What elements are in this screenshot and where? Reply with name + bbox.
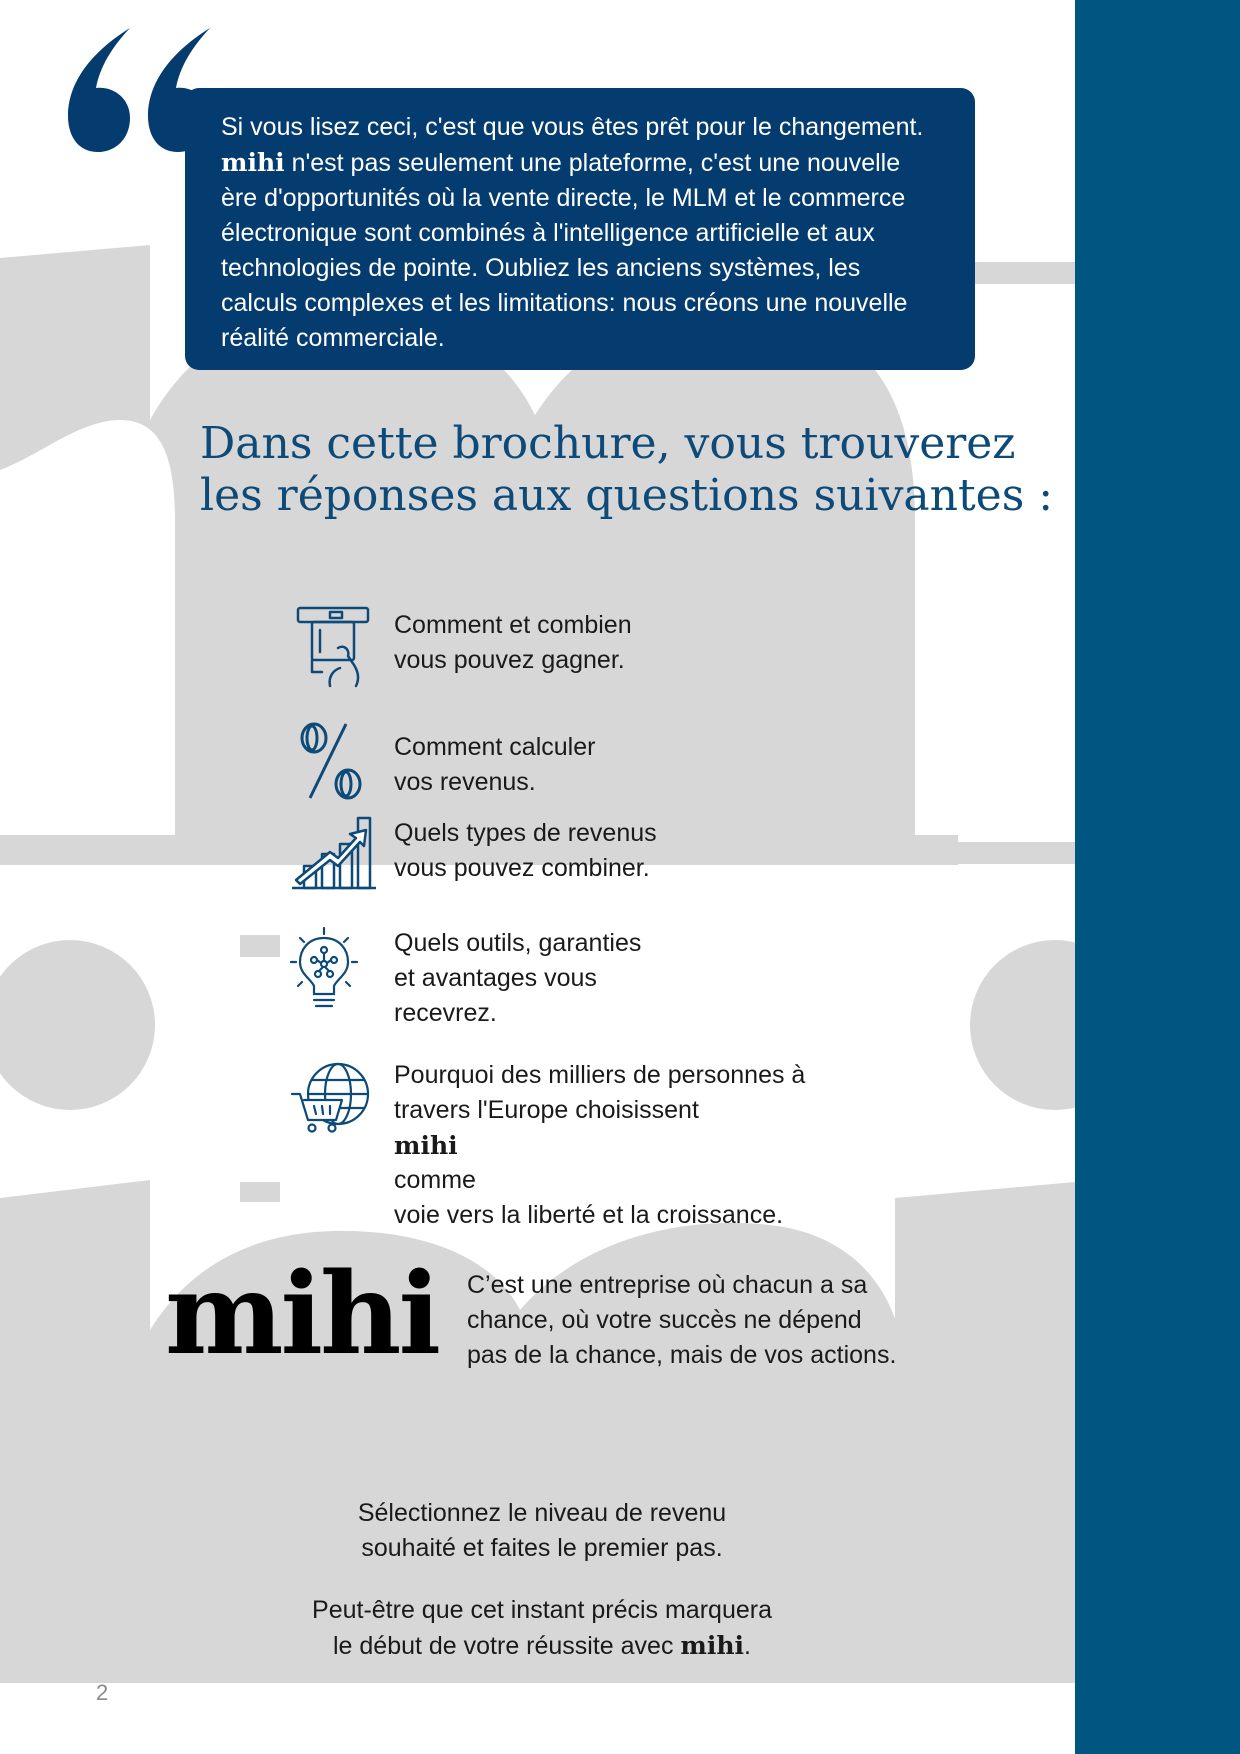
question-line: Comment et combien [394, 611, 632, 639]
section-heading [200, 418, 1060, 522]
question-line-part: comme [394, 1166, 476, 1194]
side-color-band [1075, 0, 1240, 1754]
heading-line: les réponses aux questions suivantes : [200, 470, 1054, 521]
brand-word: mihi [680, 1631, 745, 1660]
quote-line [221, 145, 955, 181]
question-text [394, 1058, 954, 1233]
heading-line: Dans cette brochure, vous trouverez [200, 418, 1016, 469]
globe-shopping-cart-icon [290, 1058, 380, 1148]
cta-line-part: le début de votre réussite avec [332, 1632, 674, 1660]
page-number: 2 [96, 1680, 109, 1705]
brand-word: mihi [394, 1131, 458, 1160]
question-line: Comment calculer [394, 733, 596, 761]
quote-line: réalité commerciale. [221, 324, 445, 352]
question-line: recevrez. [394, 999, 497, 1027]
question-line: vous pouvez gagner. [394, 646, 625, 674]
quote-line: Si vous lisez ceci, c'est que vous êtes prêt pour le changement. [221, 113, 924, 141]
mihi-statement [165, 1249, 1065, 1380]
question-text [394, 926, 954, 1031]
call-to-action [242, 1496, 842, 1691]
growth-chart-arrow-icon [290, 816, 380, 906]
question-line: Quels outils, garanties [394, 929, 642, 957]
quote-line: calculs complexes et les limitations: nous créons une nouvelle [221, 289, 908, 317]
question-line: et avantages vous [394, 964, 597, 992]
question-line: vos revenus. [394, 768, 536, 796]
question-text [394, 608, 954, 678]
intro-quote-box [185, 88, 975, 370]
cta-line [242, 1628, 842, 1664]
cta-paragraph [242, 1496, 842, 1566]
question-line: Pourquoi des milliers de personnes à [394, 1061, 806, 1089]
brand-word: mihi [221, 148, 285, 177]
question-line-part: travers l'Europe choisissent [394, 1096, 699, 1124]
quote-line: technologies de pointe. Oubliez les anciens systèmes, les [221, 254, 861, 282]
question-text [394, 730, 954, 800]
atm-card-hand-icon [290, 600, 380, 690]
cta-line-part: . [744, 1632, 751, 1660]
quote-line: électronique sont combinés à l'intelligence artificielle et aux [221, 219, 875, 247]
mihi-line: chance, où votre succès ne dépend [467, 1306, 862, 1334]
cta-line: Sélectionnez le niveau de revenu [357, 1499, 727, 1527]
quote-line-part: n'est pas seulement une plateforme, c'est une nouvelle [291, 149, 901, 177]
lightbulb-network-icon [290, 926, 380, 1016]
question-line: Quels types de revenus [394, 819, 657, 847]
question-text [394, 816, 954, 886]
question-line: voie vers la liberté et la croissance. [394, 1201, 784, 1229]
mihi-logo: mihi [165, 1249, 439, 1380]
quote-mark-icon [68, 26, 228, 156]
mihi-description [467, 1268, 987, 1373]
question-line: vous pouvez combiner. [394, 854, 650, 882]
cta-line: souhaité et faites le premier pas. [361, 1534, 723, 1562]
quote-line: ère d'opportunités où la vente directe, le MLM et le commerce [221, 184, 906, 212]
mihi-line: pas de la chance, mais de vos actions. [467, 1341, 897, 1369]
intro-quote-text [221, 110, 955, 356]
question-line [394, 1093, 954, 1198]
cta-line: Peut-être que cet instant précis marquera [312, 1596, 772, 1624]
mihi-line: C’est une entreprise où chacun a sa [467, 1271, 868, 1299]
cta-paragraph [242, 1593, 842, 1664]
percent-icon [290, 718, 380, 808]
